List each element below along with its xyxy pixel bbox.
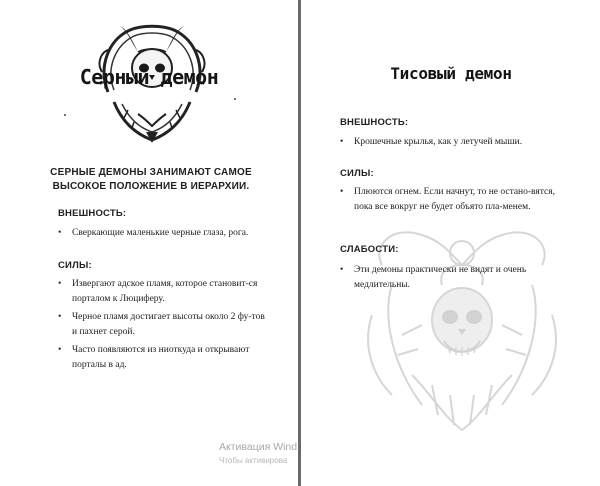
- list-item: • Черное пламя достигает высоты около 2 фу-тов и пахнет серой.: [58, 310, 270, 340]
- powers-heading: СИЛЫ:: [58, 260, 92, 271]
- list-item: • Плюются огнем. Если начнут, то не остано-вятся, пока все вокруг не будет объято пла-менем.: [340, 185, 566, 215]
- weaknesses-list: [340, 263, 566, 296]
- appearance-list: [58, 226, 278, 244]
- list-item: • Часто появляются из ниоткуда и открывают порталы в ад.: [58, 343, 270, 373]
- appearance-heading: ВНЕШНОСТЬ:: [58, 208, 127, 219]
- emblem-title: Серный демон: [79, 65, 219, 89]
- powers-list: [58, 277, 270, 376]
- page-divider: [298, 0, 301, 486]
- appearance-list: [340, 135, 572, 153]
- weaknesses-heading: СЛАБОСТИ:: [340, 244, 399, 255]
- intro-text: [20, 166, 282, 194]
- intro-line: ВЫСОКОЕ ПОЛОЖЕНИЕ В ИЕРАРХИИ.: [52, 181, 250, 192]
- stray-dot: [234, 98, 236, 100]
- powers-list: [340, 185, 566, 218]
- list-item: • Эти демоны практически не видят и очень медлительны.: [340, 263, 566, 293]
- page-title: Тисовый демон: [390, 64, 512, 83]
- intro-line: СЕРНЫЕ ДЕМОНЫ ЗАНИМАЮТ САМОЕ: [50, 167, 252, 178]
- activation-watermark-subtitle: Чтобы активирова: [219, 456, 288, 465]
- activation-watermark-title: Активация Wind: [219, 441, 298, 453]
- appearance-heading: ВНЕШНОСТЬ:: [340, 117, 409, 128]
- demon-skull-watermark-icon: [362, 225, 562, 440]
- powers-heading: СИЛЫ:: [340, 168, 374, 179]
- list-item: • Извергают адское пламя, которое становит-ся порталом к Люциферу.: [58, 277, 270, 307]
- left-page: [0, 0, 298, 486]
- stray-dot: [64, 114, 66, 116]
- list-item: • Сверкающие маленькие черные глаза, рога.: [58, 226, 278, 241]
- right-page: [302, 0, 600, 486]
- list-item: • Крошечные крылья, как у летучей мыши.: [340, 135, 572, 150]
